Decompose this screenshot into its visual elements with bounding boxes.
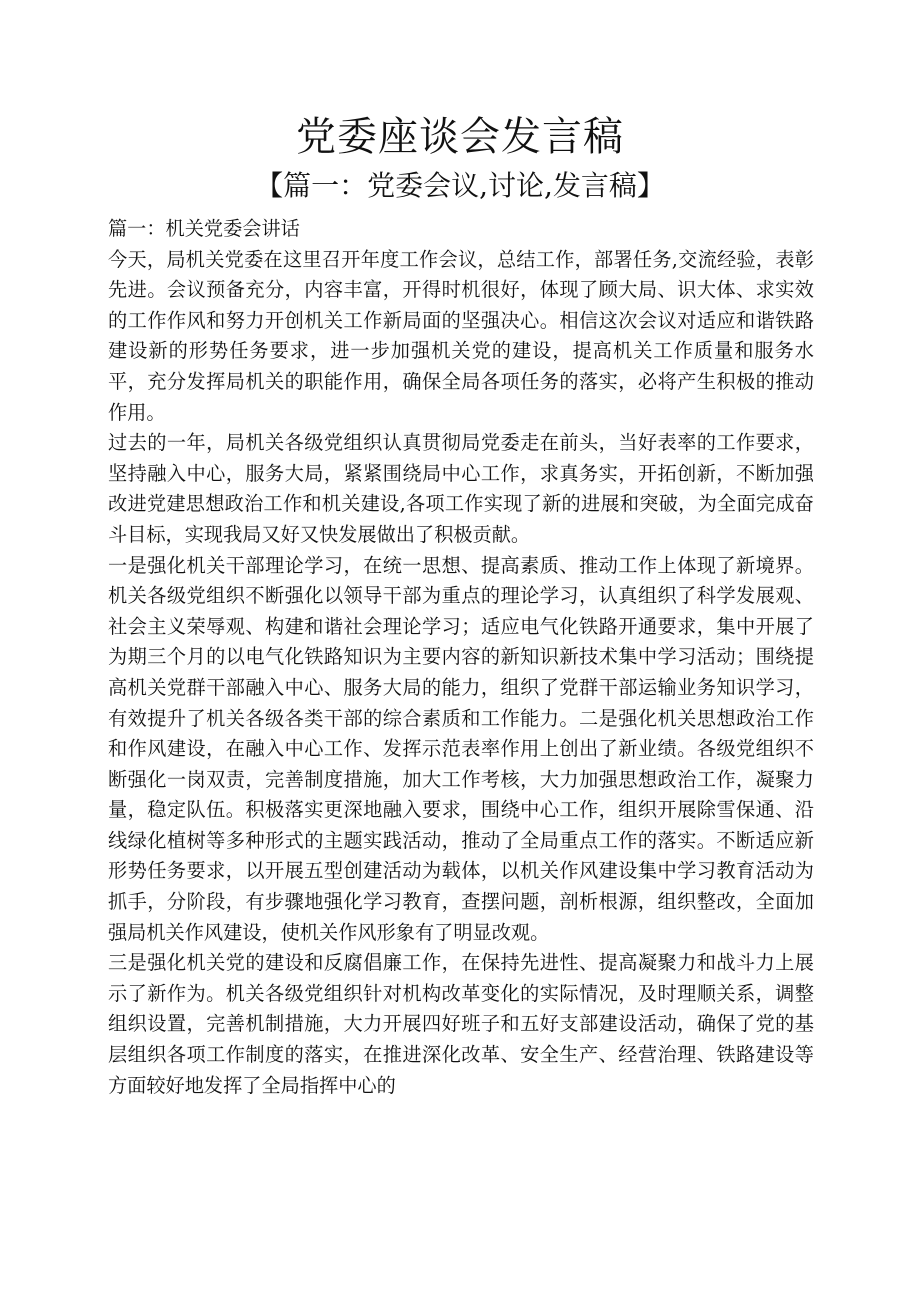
document-title: 党委座谈会发言稿	[296, 114, 624, 160]
document-subtitle: 【篇一：党委会议,讨论,发言稿】	[255, 169, 665, 202]
paragraph-point-three: 三是强化机关党的建设和反腐倡廉工作，在保持先进性、提高凝聚力和战斗力上展示了新作为。机关各级党组织针对机构改革变化的实际情况，及时理顺关系，调整组织设置，完善机制措施，大力开展四好班子和五好支部建设活动，确保了党的基层组织各项工作制度的落实，在推进深化改革、安全生产、经营治理、铁路建设等方面较好地发挥了全局指挥中心的	[108, 951, 814, 1097]
document-body	[108, 214, 814, 1101]
paragraph-points-one-two: 一是强化机关干部理论学习，在统一思想、提高素质、推动工作上体现了新境界。机关各级党组织不断强化以领导干部为重点的理论学习，认真组织了科学发展观、社会主义荣辱观、构建和谐社会理论学习；适应电气化铁路开通要求，集中开展了为期三个月的以电气化铁路知识为主要内容的新知识新技术集中学习活动；围绕提高机关党群干部融入中心、服务大局的能力，组织了党群干部运输业务知识学习，有效提升了机关各级各类干部的综合素质和工作能力。二是强化机关思想政治工作和作风建设，在融入中心工作、发挥示范表率作用上创出了新业绩。各级党组织不断强化一岗双责，完善制度措施，加大工作考核，大力加强思想政治工作，凝聚力量，稳定队伍。积极落实更深地融入要求，围绕中心工作，组织开展除雪保通、沿线绿化植树等多种形式的主题实践活动，推动了全局重点工作的落实。不断适应新形势任务要求，以开展五型创建活动为载体，以机关作风建设集中学习教育活动为抓手，分阶段，有步骤地强化学习教育，查摆问题，剖析根源，组织整改，全面加强局机关作风建设，使机关作风形象有了明显改观。	[108, 553, 814, 944]
section-heading: 篇一：机关党委会讲话	[108, 217, 300, 240]
paragraph-review: 过去的一年，局机关各级党组织认真贯彻局党委走在前头，当好表率的工作要求，坚持融入中心，服务大局，紧紧围绕局中心工作，求真务实，开拓创新，不断加强改进党建思想政治工作和机关建设,各项工作实现了新的进展和突破，为全面完成奋斗目标，实现我局又好又快发展做出了积极贡献。	[108, 431, 814, 546]
paragraph-opening: 今天，局机关党委在这里召开年度工作会议，总结工作，部署任务,交流经验，表彰先进。会议预备充分，内容丰富，开得时机很好，体现了顾大局、识大体、求实效的工作作风和努力开创机关工作新局面的坚强决心。相信这次会议对适应和谐铁路建设新的形势任务要求，进一步加强机关党的建设，提高机关工作质量和服务水平，充分发挥局机关的职能作用，确保全局各项任务的落实，必将产生积极的推动作用。	[108, 247, 814, 424]
